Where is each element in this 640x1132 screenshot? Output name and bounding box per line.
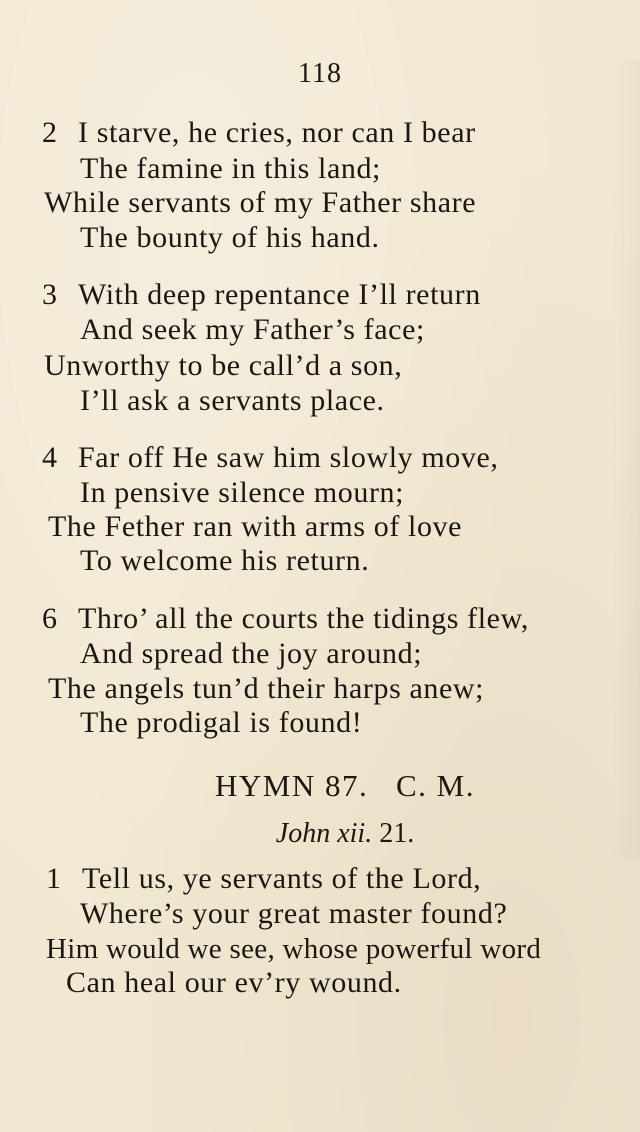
verse-line: While servants of my Father share	[44, 186, 477, 219]
verse-line: The angels tun’d their harps anew;	[48, 672, 485, 705]
verse-line: Unworthy to be call’d a son,	[44, 349, 403, 382]
scripture-verse: 21.	[379, 818, 415, 849]
verse-line: The bounty of his hand.	[80, 221, 380, 254]
verse-line: To welcome his return.	[80, 544, 370, 577]
page-number: 118	[298, 58, 342, 89]
verse-line: Where’s your great master found?	[80, 897, 508, 930]
verse-line: And spread the joy around;	[80, 637, 423, 670]
verse-line: 3 With deep repentance I’ll return	[42, 278, 481, 311]
scripture-reference	[0, 818, 640, 850]
scripture-book: John xii.	[275, 818, 373, 849]
stanza-number: 1	[46, 862, 62, 895]
page-edge-shading	[612, 60, 640, 860]
verse-line: The famine in this land;	[80, 152, 381, 185]
verse-line: The Fether ran with arms of love	[48, 510, 463, 543]
verse-line: Can heal our ev’ry wound.	[66, 966, 402, 999]
hymn-title: HYMN 87. C. M.	[215, 768, 475, 803]
verse-line: 6 Thro’ all the courts the tidings flew,	[42, 602, 530, 635]
verse-line: 1 Tell us, ye servants of the Lord,	[46, 862, 482, 895]
verse-line: I’ll ask a servants place.	[80, 384, 385, 417]
stanza-number: 3	[42, 278, 58, 311]
verse-line: The prodigal is found!	[80, 706, 363, 739]
stanza-number: 2	[42, 116, 58, 149]
verse-line: 4 Far off He saw him slowly move,	[42, 441, 499, 474]
verse-line: In pensive silence mourn;	[80, 476, 405, 509]
stanza-number: 6	[42, 602, 58, 635]
stanza-number: 4	[42, 441, 58, 474]
verse-line: And seek my Father’s face;	[80, 313, 425, 346]
verse-line: Him would we see, whose powerful word	[46, 933, 542, 965]
verse-line: 2 I starve, he cries, nor can I bear	[42, 116, 476, 149]
